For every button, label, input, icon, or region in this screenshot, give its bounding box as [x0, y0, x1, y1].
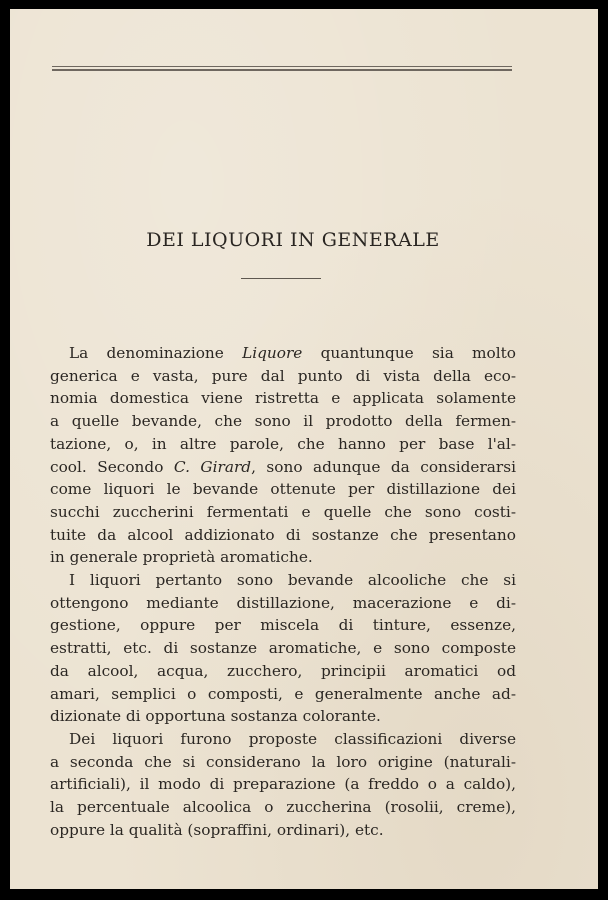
chapter-title: DEI LIQUORI IN GENERALE — [146, 229, 440, 251]
text-line: tazione, o, in altre parole, che hanno per base l'al- — [50, 434, 516, 453]
text-line: a quelle bevande, che sono il prodotto della fermen- — [50, 412, 516, 431]
paragraph — [50, 569, 516, 728]
text-line: la percentuale alcoolica o zuccherina (rosolii, creme), — [50, 798, 516, 817]
title-underline-rule — [241, 278, 321, 279]
text-line: artificiali), il modo di preparazione (a freddo o a caldo), — [50, 775, 516, 794]
text-line: Dei liquori furono proposte classificazioni diverse — [69, 729, 516, 748]
text-line: estratti, etc. di sostanze aromatiche, e sono composte — [50, 639, 516, 658]
text-line: ottengono mediante distillazione, macerazione e di- — [50, 593, 516, 612]
text-line: nomia domestica viene ristretta e applicata solamente — [50, 389, 516, 408]
paragraph — [50, 728, 516, 842]
text-line: I liquori pertanto sono bevande alcooliche che si — [69, 571, 516, 590]
header-double-rule — [52, 66, 512, 72]
italic-term: Liquore — [242, 344, 303, 362]
text-line: tuite da alcool addizionato di sostanze che presentano — [50, 525, 516, 544]
text-line: in generale proprietà aromatiche. — [50, 548, 313, 567]
text-line: dizionate di opportuna sostanza colorante. — [50, 707, 381, 726]
text-line: cool. Secondo C. Girard, sono adunque da considerarsi — [50, 457, 516, 476]
text-line: come liquori le bevande ottenute per distillazione dei — [50, 480, 516, 499]
text-line: gestione, oppure per miscela di tinture, essenze, — [50, 616, 516, 635]
body-text — [50, 342, 516, 841]
text-line: da alcool, acqua, zucchero, principii aromatici od — [50, 661, 516, 680]
text-line: succhi zuccherini fermentati e quelle che sono costi- — [50, 502, 516, 521]
paragraph — [50, 342, 516, 569]
text-line: oppure la qualità (sopraffini, ordinari), etc. — [50, 820, 384, 839]
text-line: generica e vasta, pure dal punto di vista della eco- — [50, 366, 516, 385]
text-line: amari, semplici o composti, e generalmente anche ad- — [50, 684, 516, 703]
italic-term: C. Girard — [173, 457, 252, 476]
text-line: La denominazione Liquore quantunque sia molto — [69, 344, 516, 362]
book-page — [10, 9, 598, 889]
text-line: a seconda che si considerano la loro origine (naturali- — [50, 752, 516, 771]
